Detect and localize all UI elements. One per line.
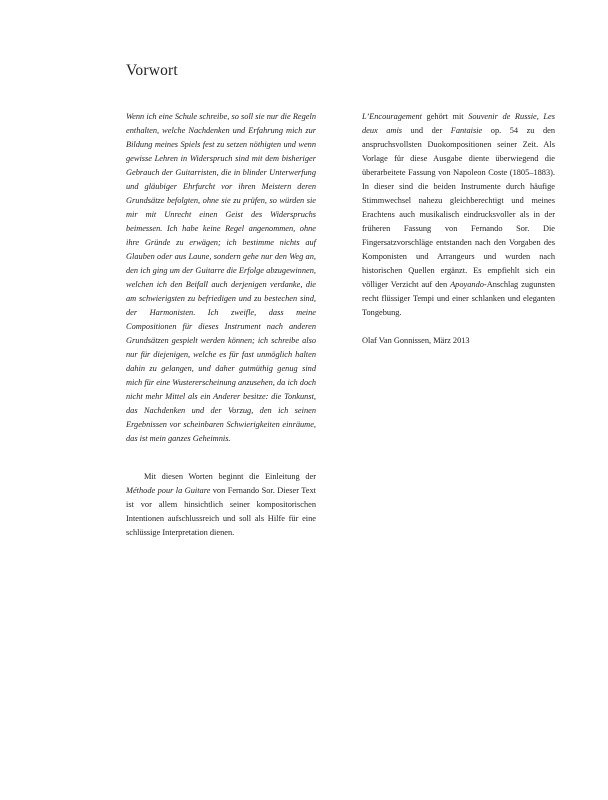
term-apoyando: Apoyando	[450, 280, 484, 289]
sor-quote: Wenn ich eine Schule schreibe, so soll sie nur die Regeln enthalten, welche Nachdenken und Erfahrung mich zur Bildung meines Spiels fest zu setzen nöthigten und wenn gewisse Lehren in Widerspruch sind mit dem bisheriger Gebrauch der Guitarristen, die in blinder Unterwerfung und gläubiger Ehrfurcht vor ihren Meistern deren Grundsätze befolgten, ohne sie zu prüfen, so würden sie mir mit Unrecht einen Geist des Widerspruchs beimessen. Ich habe keine Regel angenommen, ohne ihre Gründe zu erwägen; ich bestimme nichts auf Glauben oder aus Laune, sondern gehe nur den Weg an, den ich ging um der Guitarre die Erfolge abzugewinnen, welchen ich den Beifall auch derjenigen verdanke, die am schwierigsten zu befriedigen und zu bestechen sind, der Harmonisten. Ich zweifle, dass meine Compositionen für dieses Instrument nach anderen Grundsätzen gespielt werden können; ich schreibe also nur für diejenigen, welche es für fast unmöglich halten dahin zu gelangen, und daher gutmüthig genug sind mich für eine Wustererscheinung anzusehen, da ich doch nicht mehr Mittel als ein Anderer besitze: die Tonkunst, das Nachdenken und der Vorzug, den ich seinen Ergebnissen vor scheinbaren Schwierigkeiten einräume, das ist mein ganzes Geheimnis.	[126, 112, 316, 443]
intro-text-1: Mit diesen Worten beginnt die Einleitung der	[144, 472, 316, 481]
text-run: -Anschlag zugunsten recht flüssiger Tempi und einer schlanken und eleganten Tongebung.	[362, 280, 555, 317]
preface-paragraph	[362, 110, 555, 320]
signature: Olaf Van Gonnissen, März 2013	[362, 336, 470, 345]
page-title: Vorwort	[126, 62, 178, 79]
left-column	[126, 110, 316, 446]
right-column	[362, 110, 555, 348]
text-run: gehört mit	[421, 112, 469, 121]
work-title-encouragement: L’Encouragement	[362, 112, 422, 121]
work-title-fantaisie: Fantaisie	[450, 126, 483, 135]
text-run: ,	[536, 112, 544, 121]
text-run: und der	[402, 126, 451, 135]
text-run: op. 54 zu den anspruchsvollsten Duokompositionen seiner Zeit. Als Vorlage für diese Ausgabe diente überwiegend die überarbeitete Fassung von Napoleon Coste (1805–1883). In dieser sind die beiden Instrumente durch häufige Stimmwechsel nahezu gleichberechtigt und meines Erachtens auch musikalisch eindrucksvoller als in der früheren Fassung von Fernando Sor. Die Fingersatzvorschläge entstanden nach den Vorgaben des Komponisten und Arrangeurs und wurden nach historischen Quellen ergänzt. Es empfiehlt sich ein völliger Verzicht auf den	[362, 126, 555, 289]
work-title-souvenir: Souvenir de Russie	[468, 112, 537, 121]
intro-text-2: von Fernando Sor. Dieser Text ist vor allem hinsichtlich seiner kompositorischen Intentionen aufschlussreich und soll als Hilfe für eine schlüssige Interpretation dienen.	[126, 486, 316, 537]
intro-work-title: Méthode pour la Guitare	[126, 486, 211, 495]
work-title-deux-amis: Les deux amis	[362, 112, 556, 135]
intro-paragraph	[126, 470, 316, 540]
